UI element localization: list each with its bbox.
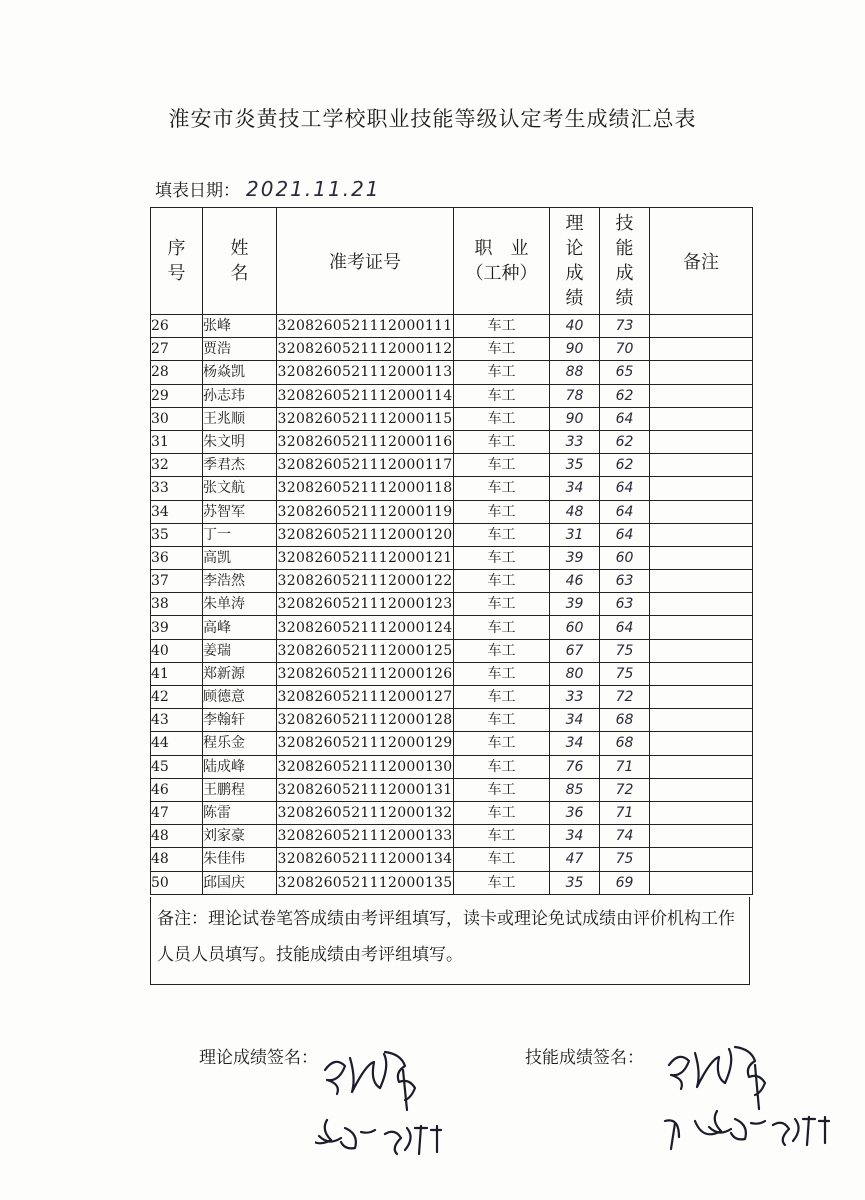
row-skill-score: 75 — [600, 662, 650, 685]
row-name: 高峰 — [203, 616, 277, 639]
row-name: 姜瑞 — [203, 639, 277, 662]
row-skill-score: 68 — [600, 709, 650, 732]
score-table — [150, 207, 753, 895]
row-occupation: 车工 — [454, 709, 550, 732]
row-remark — [650, 384, 753, 407]
row-exam-id: 3208260521112000122 — [277, 570, 454, 593]
row-skill-score: 64 — [600, 616, 650, 639]
row-skill-score: 69 — [600, 871, 650, 894]
row-number: 43 — [151, 709, 203, 732]
row-remark — [650, 477, 753, 500]
header-name: 姓 名 — [203, 208, 277, 315]
row-skill-score: 64 — [600, 477, 650, 500]
row-exam-id: 3208260521112000119 — [277, 500, 454, 523]
row-name: 李浩然 — [203, 570, 277, 593]
row-name: 李翰轩 — [203, 709, 277, 732]
row-skill-score: 62 — [600, 454, 650, 477]
row-number: 37 — [151, 570, 203, 593]
row-theory-score: 33 — [550, 430, 600, 453]
row-theory-score: 35 — [550, 871, 600, 894]
row-exam-id: 3208260521112000113 — [277, 361, 454, 384]
row-skill-score: 63 — [600, 593, 650, 616]
row-occupation: 车工 — [454, 407, 550, 430]
note-box: 备注：理论试卷笔答成绩由考评组填写，读卡或理论免试成绩由评价机构工作人员人员填写。技能成绩由考评组填写。 — [150, 897, 750, 985]
row-skill-score: 64 — [600, 407, 650, 430]
row-number: 50 — [151, 871, 203, 894]
row-skill-score: 72 — [600, 686, 650, 709]
row-occupation: 车工 — [454, 361, 550, 384]
row-theory-score: 80 — [550, 662, 600, 685]
row-number: 44 — [151, 732, 203, 755]
row-number: 48 — [151, 848, 203, 871]
row-number: 32 — [151, 454, 203, 477]
row-skill-score: 65 — [600, 361, 650, 384]
row-occupation: 车工 — [454, 825, 550, 848]
row-remark — [650, 523, 753, 546]
row-number: 35 — [151, 523, 203, 546]
row-skill-score: 73 — [600, 315, 650, 338]
row-theory-score: 47 — [550, 848, 600, 871]
row-name: 张文航 — [203, 477, 277, 500]
fill-date-value: 2021.11.21 — [246, 177, 381, 201]
table-row — [151, 593, 753, 616]
row-skill-score: 71 — [600, 755, 650, 778]
row-number: 34 — [151, 500, 203, 523]
row-occupation: 车工 — [454, 384, 550, 407]
row-remark — [650, 755, 753, 778]
row-remark — [650, 361, 753, 384]
table-row — [151, 315, 753, 338]
row-exam-id: 3208260521112000114 — [277, 384, 454, 407]
row-number: 48 — [151, 825, 203, 848]
row-theory-score: 85 — [550, 778, 600, 801]
row-exam-id: 3208260521112000116 — [277, 430, 454, 453]
row-remark — [650, 801, 753, 824]
table-row — [151, 430, 753, 453]
row-skill-score: 74 — [600, 825, 650, 848]
table-row — [151, 384, 753, 407]
row-name: 陆成峰 — [203, 755, 277, 778]
row-remark — [650, 662, 753, 685]
row-name: 苏智军 — [203, 500, 277, 523]
row-exam-id: 3208260521112000127 — [277, 686, 454, 709]
row-occupation: 车工 — [454, 477, 550, 500]
row-remark — [650, 825, 753, 848]
row-name: 贾浩 — [203, 338, 277, 361]
row-occupation: 车工 — [454, 315, 550, 338]
row-occupation: 车工 — [454, 523, 550, 546]
row-occupation: 车工 — [454, 616, 550, 639]
row-occupation: 车工 — [454, 801, 550, 824]
row-number: 46 — [151, 778, 203, 801]
row-exam-id: 3208260521112000125 — [277, 639, 454, 662]
row-remark — [650, 430, 753, 453]
table-header-row — [151, 208, 753, 315]
row-occupation: 车工 — [454, 454, 550, 477]
fill-date-label: 填表日期： — [155, 181, 240, 201]
row-remark — [650, 732, 753, 755]
theory-signature-label: 理论成绩签名： — [199, 1048, 318, 1068]
row-remark — [650, 570, 753, 593]
table-row — [151, 338, 753, 361]
row-theory-score: 34 — [550, 477, 600, 500]
row-theory-score: 78 — [550, 384, 600, 407]
table-row — [151, 523, 753, 546]
row-exam-id: 3208260521112000123 — [277, 593, 454, 616]
row-exam-id: 3208260521112000128 — [277, 709, 454, 732]
row-name: 高凯 — [203, 546, 277, 569]
row-exam-id: 3208260521112000115 — [277, 407, 454, 430]
row-name: 郑新源 — [203, 662, 277, 685]
table-row — [151, 477, 753, 500]
skill-signature-label: 技能成绩签名： — [525, 1048, 644, 1068]
row-exam-id: 3208260521112000112 — [277, 338, 454, 361]
table-row — [151, 454, 753, 477]
row-occupation: 车工 — [454, 430, 550, 453]
table-row — [151, 801, 753, 824]
row-number: 30 — [151, 407, 203, 430]
row-theory-score: 90 — [550, 338, 600, 361]
row-exam-id: 3208260521112000132 — [277, 801, 454, 824]
table-row — [151, 686, 753, 709]
row-name: 王兆顺 — [203, 407, 277, 430]
row-name: 朱文明 — [203, 430, 277, 453]
row-remark — [650, 616, 753, 639]
row-occupation: 车工 — [454, 500, 550, 523]
row-exam-id: 3208260521112000117 — [277, 454, 454, 477]
row-number: 28 — [151, 361, 203, 384]
row-theory-score: 34 — [550, 709, 600, 732]
row-exam-id: 3208260521112000124 — [277, 616, 454, 639]
table-row — [151, 616, 753, 639]
table-row — [151, 778, 753, 801]
row-number: 36 — [151, 546, 203, 569]
row-theory-score: 46 — [550, 570, 600, 593]
row-remark — [650, 871, 753, 894]
row-theory-score: 39 — [550, 593, 600, 616]
row-occupation: 车工 — [454, 871, 550, 894]
row-name: 朱佳伟 — [203, 848, 277, 871]
row-name: 邱国庆 — [203, 871, 277, 894]
row-occupation: 车工 — [454, 546, 550, 569]
row-theory-score: 34 — [550, 732, 600, 755]
row-occupation: 车工 — [454, 639, 550, 662]
page-title: 淮安市炎黄技工学校职业技能等级认定考生成绩汇总表 — [168, 107, 697, 131]
row-theory-score: 31 — [550, 523, 600, 546]
row-remark — [650, 709, 753, 732]
row-number: 41 — [151, 662, 203, 685]
row-occupation: 车工 — [454, 778, 550, 801]
table-row — [151, 848, 753, 871]
row-skill-score: 71 — [600, 801, 650, 824]
row-name: 张峰 — [203, 315, 277, 338]
table-row — [151, 732, 753, 755]
table-row — [151, 662, 753, 685]
row-theory-score: 39 — [550, 546, 600, 569]
row-exam-id: 3208260521112000134 — [277, 848, 454, 871]
row-skill-score: 63 — [600, 570, 650, 593]
row-remark — [650, 593, 753, 616]
row-number: 42 — [151, 686, 203, 709]
row-occupation: 车工 — [454, 570, 550, 593]
row-theory-score: 48 — [550, 500, 600, 523]
row-theory-score: 36 — [550, 801, 600, 824]
theory-handwritten-signature — [315, 1040, 495, 1160]
row-number: 40 — [151, 639, 203, 662]
fill-date — [155, 176, 381, 201]
row-name: 丁一 — [203, 523, 277, 546]
row-remark — [650, 778, 753, 801]
row-name: 朱单涛 — [203, 593, 277, 616]
row-occupation: 车工 — [454, 848, 550, 871]
header-theory-score: 理 论 成 绩 — [550, 208, 600, 315]
table-row — [151, 755, 753, 778]
row-number: 26 — [151, 315, 203, 338]
row-name: 程乐金 — [203, 732, 277, 755]
table-row — [151, 500, 753, 523]
table-row — [151, 361, 753, 384]
row-theory-score: 67 — [550, 639, 600, 662]
row-name: 王鹏程 — [203, 778, 277, 801]
row-occupation: 车工 — [454, 755, 550, 778]
row-theory-score: 35 — [550, 454, 600, 477]
row-number: 38 — [151, 593, 203, 616]
row-theory-score: 90 — [550, 407, 600, 430]
row-skill-score: 75 — [600, 848, 650, 871]
row-skill-score: 60 — [600, 546, 650, 569]
row-exam-id: 3208260521112000121 — [277, 546, 454, 569]
row-remark — [650, 500, 753, 523]
row-theory-score: 60 — [550, 616, 600, 639]
header-exam-id: 准考证号 — [277, 208, 454, 315]
row-occupation: 车工 — [454, 686, 550, 709]
row-number: 29 — [151, 384, 203, 407]
row-remark — [650, 407, 753, 430]
row-remark — [650, 315, 753, 338]
row-remark — [650, 546, 753, 569]
table-row — [151, 709, 753, 732]
row-theory-score: 88 — [550, 361, 600, 384]
row-exam-id: 3208260521112000133 — [277, 825, 454, 848]
row-number: 47 — [151, 801, 203, 824]
row-exam-id: 3208260521112000130 — [277, 755, 454, 778]
row-occupation: 车工 — [454, 593, 550, 616]
row-exam-id: 3208260521112000131 — [277, 778, 454, 801]
header-remark: 备注 — [650, 208, 753, 315]
row-number: 39 — [151, 616, 203, 639]
row-name: 刘家豪 — [203, 825, 277, 848]
table-row — [151, 407, 753, 430]
row-theory-score: 33 — [550, 686, 600, 709]
table-row — [151, 639, 753, 662]
table-row — [151, 570, 753, 593]
header-no: 序 号 — [151, 208, 203, 315]
row-exam-id: 3208260521112000120 — [277, 523, 454, 546]
row-name: 季君杰 — [203, 454, 277, 477]
row-skill-score: 75 — [600, 639, 650, 662]
row-occupation: 车工 — [454, 732, 550, 755]
row-exam-id: 3208260521112000126 — [277, 662, 454, 685]
row-number: 33 — [151, 477, 203, 500]
header-occupation: 职 业 （工种） — [454, 208, 550, 315]
table-row — [151, 825, 753, 848]
row-remark — [650, 639, 753, 662]
table-row — [151, 546, 753, 569]
row-number: 31 — [151, 430, 203, 453]
row-occupation: 车工 — [454, 662, 550, 685]
row-theory-score: 76 — [550, 755, 600, 778]
header-skill-score: 技 能 成 绩 — [600, 208, 650, 315]
row-name: 陈雷 — [203, 801, 277, 824]
row-skill-score: 72 — [600, 778, 650, 801]
row-remark — [650, 848, 753, 871]
row-skill-score: 64 — [600, 500, 650, 523]
row-occupation: 车工 — [454, 338, 550, 361]
row-theory-score: 40 — [550, 315, 600, 338]
row-number: 45 — [151, 755, 203, 778]
row-skill-score: 70 — [600, 338, 650, 361]
row-theory-score: 34 — [550, 825, 600, 848]
row-skill-score: 64 — [600, 523, 650, 546]
table-row — [151, 871, 753, 894]
row-exam-id: 3208260521112000111 — [277, 315, 454, 338]
row-name: 杨焱凯 — [203, 361, 277, 384]
row-skill-score: 68 — [600, 732, 650, 755]
row-remark — [650, 454, 753, 477]
row-name: 孙志玮 — [203, 384, 277, 407]
row-name: 顾德意 — [203, 686, 277, 709]
row-skill-score: 62 — [600, 430, 650, 453]
skill-handwritten-signature — [655, 1035, 860, 1160]
row-remark — [650, 686, 753, 709]
row-skill-score: 62 — [600, 384, 650, 407]
row-remark — [650, 338, 753, 361]
row-exam-id: 3208260521112000118 — [277, 477, 454, 500]
row-exam-id: 3208260521112000135 — [277, 871, 454, 894]
row-exam-id: 3208260521112000129 — [277, 732, 454, 755]
row-number: 27 — [151, 338, 203, 361]
